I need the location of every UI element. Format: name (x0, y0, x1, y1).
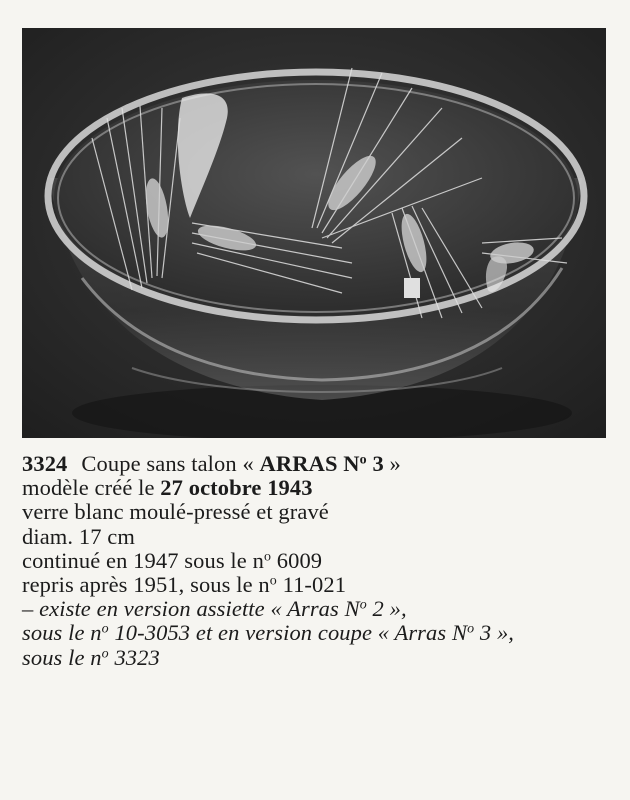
line9-prefix: sous le n (22, 644, 102, 670)
line8-mid: 10-3053 et en version coupe « Arras N (108, 620, 468, 646)
caption-line-9 (22, 646, 622, 670)
line6-suffix: 11-021 (276, 571, 347, 597)
line8-suffix: 3 », (474, 620, 515, 646)
caption-line-3: verre blanc moulé-pressé et gravé (22, 499, 329, 525)
title-suffix: » (383, 451, 401, 476)
catalog-caption (22, 452, 622, 670)
line8-ordinal-2: o (467, 621, 475, 637)
line5-suffix: 6009 (271, 547, 323, 573)
caption-line-4: diam. 17 cm (22, 523, 135, 549)
caption-line-6 (22, 573, 622, 597)
line7-ordinal: o (359, 597, 367, 613)
line9-suffix: 3323 (108, 644, 160, 670)
line5-prefix: continué en 1947 sous le n (22, 547, 264, 573)
caption-line-8 (22, 621, 622, 645)
line6-prefix: repris après 1951, sous le n (22, 571, 270, 597)
glass-bowl-image (22, 28, 606, 438)
title-prefix: Coupe sans talon « (81, 451, 260, 476)
title-ordinal: o (359, 452, 367, 468)
line7-suffix: 2 », (366, 596, 407, 622)
line6-ordinal: o (269, 573, 277, 589)
caption-line-5 (22, 549, 622, 573)
caption-line-2 (22, 476, 622, 500)
title-name: ARRAS N (259, 451, 360, 476)
caption-line-1 (22, 452, 622, 476)
caption-line-7 (22, 597, 622, 621)
line8-prefix: sous le n (22, 620, 102, 646)
line8-ordinal: o (101, 621, 109, 637)
line7-prefix: – existe en version assiette « Arras N (22, 596, 360, 622)
model-created-date: 27 octobre 1943 (160, 475, 313, 501)
line5-ordinal: o (263, 549, 272, 565)
bowl-photo (22, 28, 606, 438)
model-created-label: modèle créé le (22, 475, 161, 501)
title-num: 3 (366, 451, 384, 476)
line9-ordinal: o (101, 645, 109, 661)
catalog-number: 3324 (22, 451, 68, 476)
